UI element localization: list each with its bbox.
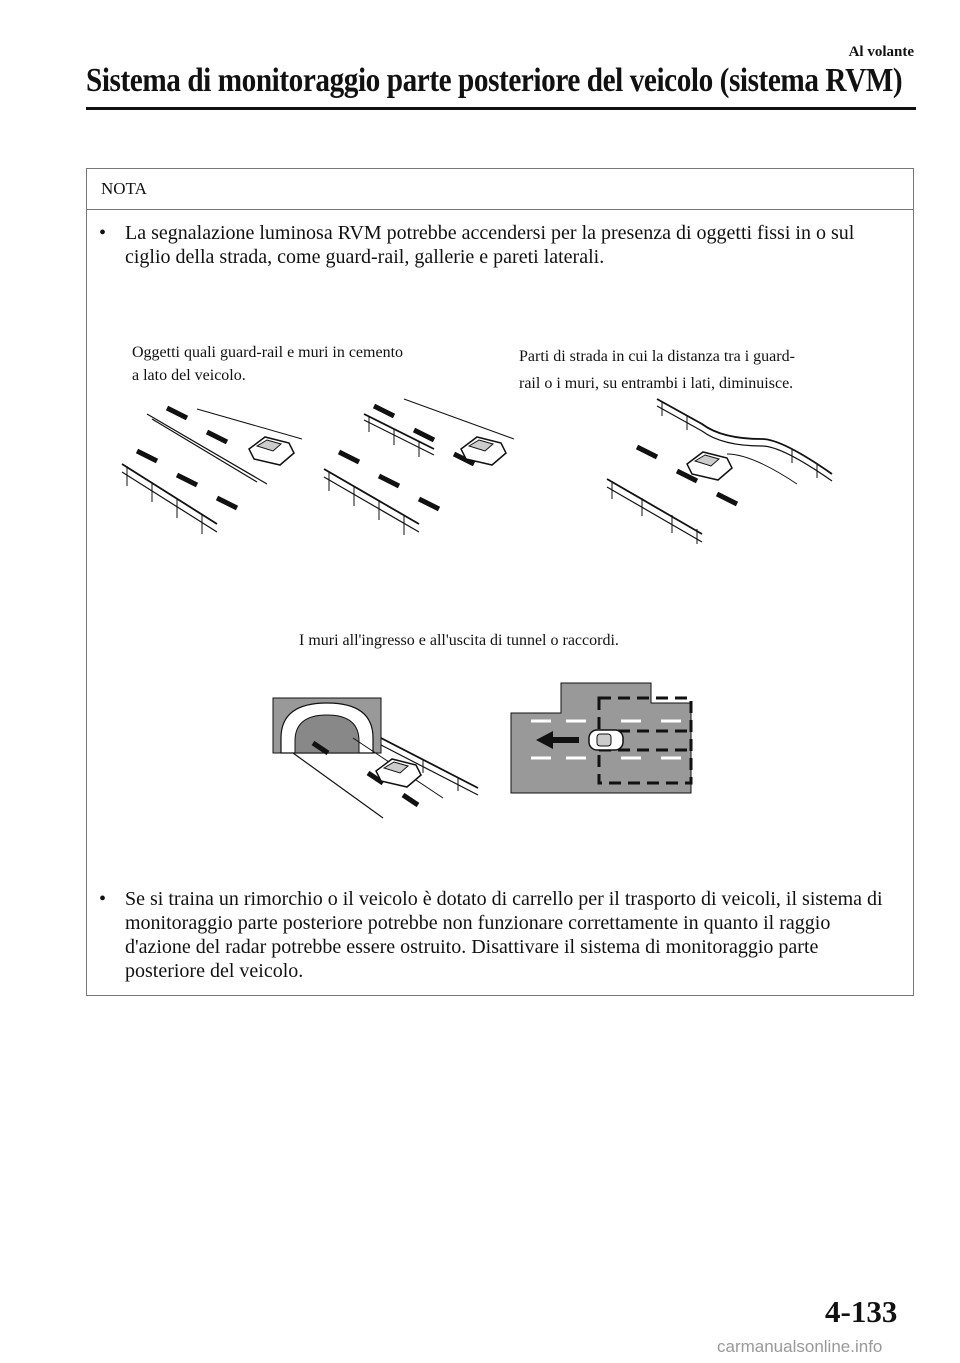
page-title: Sistema di monitoraggio parte posteriore del veicolo (sistema RVM)	[86, 62, 903, 99]
figure-guardrail-wall	[117, 394, 307, 534]
note-box	[86, 168, 914, 996]
title-rule	[86, 107, 916, 110]
caption-tunnel: I muri all'ingresso e all'uscita di tunnel o raccordi.	[299, 632, 619, 649]
figure-tunnel	[273, 693, 483, 823]
page-number: 4-133	[825, 1294, 898, 1329]
figure-junction	[511, 683, 701, 798]
car-icon	[589, 730, 623, 750]
bullet-1-text: La segnalazione luminosa RVM potrebbe accendersi per la presenza di oggetti fissi in o sul ciglio della strada, come guard-rail, gallerie e pareti laterali.	[125, 222, 855, 268]
watermark: carmanualsonline.info	[717, 1337, 883, 1356]
bullet-dot: •	[99, 888, 107, 910]
bullet-dot: •	[99, 222, 107, 244]
car-icon	[687, 452, 732, 480]
caption-left	[132, 341, 403, 387]
figure-guardrail-both	[319, 394, 519, 539]
caption-left-line-1: Oggetti quali guard-rail e muri in cemento	[132, 344, 404, 361]
note-label: NOTA	[87, 169, 913, 210]
note-bullet-1	[99, 221, 899, 269]
figure-narrowing-road	[602, 394, 832, 544]
bullet-2-text: Se si traina un rimorchio o il veicolo è dotato di carrello per il trasporto di veicoli, il sistema di monitoraggio parte posteriore potrebbe non funzionare correttamente in quanto il raggio d'azione del radar potrebbe essere ostruito. Disattivare il sistema di monitoraggio parte posteriore del veicolo.	[125, 888, 883, 982]
caption-right-line-1: Parti di strada in cui la distanza tra i guard-	[519, 348, 795, 365]
note-bullet-2	[99, 887, 899, 983]
car-icon	[249, 437, 294, 465]
caption-right-line-2: rail o i muri, su entrambi i lati, diminuisce.	[519, 375, 794, 392]
section-label: Al volante	[848, 44, 914, 60]
caption-right	[519, 343, 795, 397]
caption-left-line-2: a lato del veicolo.	[132, 367, 246, 384]
